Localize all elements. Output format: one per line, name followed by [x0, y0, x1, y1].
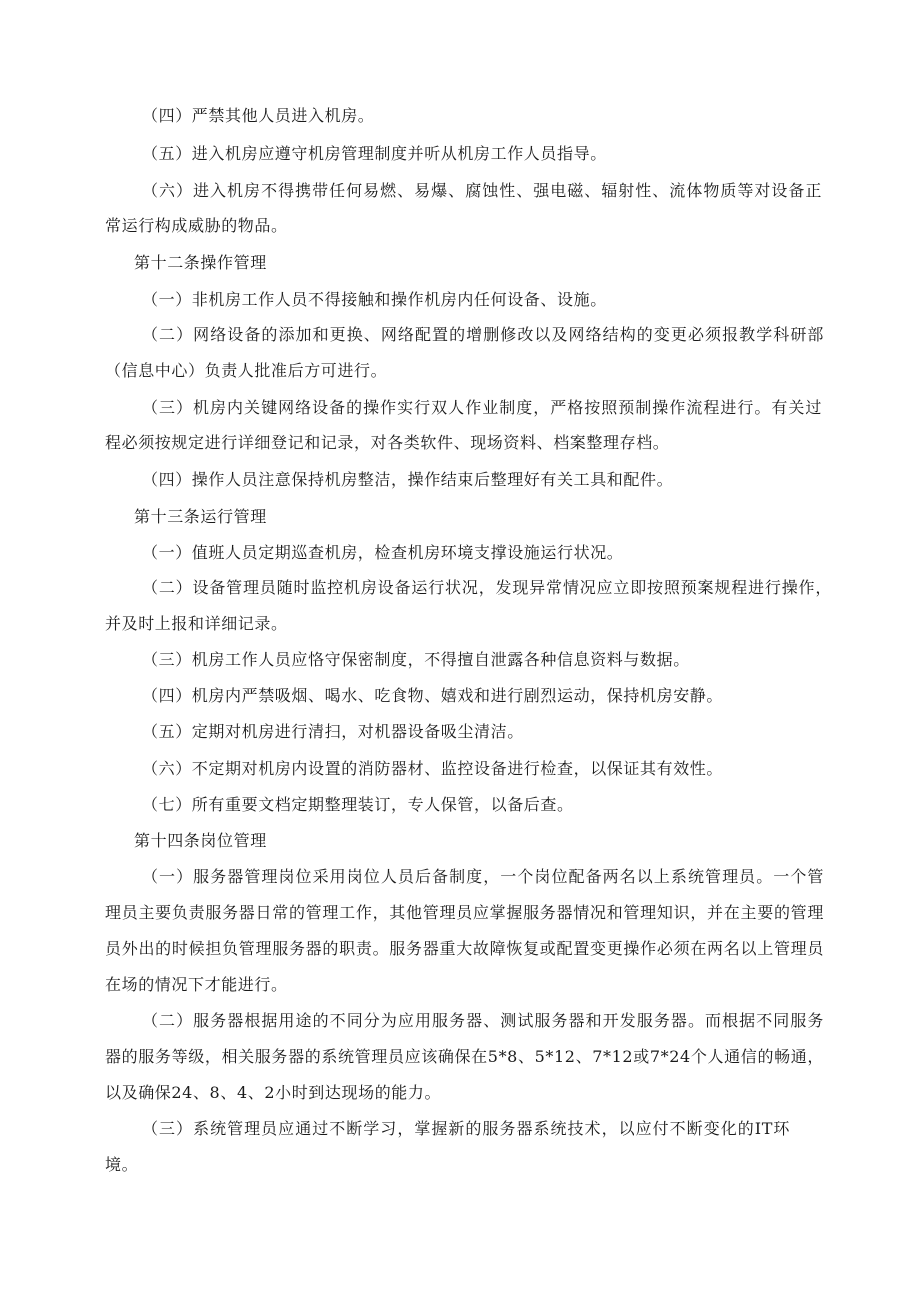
clause-12-item-2-line-1: （二）网络设备的添加和更换、网络配置的增删修改以及网络结构的变更必须报教学科研部	[142, 325, 824, 344]
clause-14-item-1-line-3: 员外出的时候担负管理服务器的职责。服务器重大故障恢复或配置变更操作必须在两名以上管理员	[105, 939, 824, 958]
clause-14-item-2-line-2: 器的服务等级，相关服务器的系统管理员应该确保在5*8、5*12、7*12或7*24个人通信的畅通，	[105, 1047, 824, 1066]
clause-13-item-5: （五）定期对机房进行清扫，对机器设备吸尘清洁。	[142, 722, 524, 741]
clause-13-item-4: （四）机房内严禁吸烟、喝水、吃食物、嬉戏和进行剧烈运动，保持机房安静。	[142, 686, 724, 705]
clause-11-item-6-line-2: 常运行构成威胁的物品。	[105, 216, 288, 235]
clause-13-item-3: （三）机房工作人员应恪守保密制度，不得擅自泄露各种信息资料与数据。	[142, 650, 690, 669]
clause-13-item-2-line-1: （二）设备管理员随时监控机房设备运行状况，发现异常情况应立即按照预案规程进行操作，	[142, 578, 832, 597]
clause-14-item-3-line-1: （三）系统管理员应通过不断学习，掌握新的服务器系统技术，以应付不断变化的IT环	[142, 1119, 790, 1138]
clause-14-item-2-line-1: （二）服务器根据用途的不同分为应用服务器、测试服务器和开发服务器。而根据不同服务	[142, 1011, 824, 1030]
clause-13-item-2-line-2: 并及时上报和详细记录。	[105, 614, 288, 633]
clause-12-item-2-line-2: （信息中心）负责人批准后方可进行。	[105, 361, 388, 380]
clause-11-item-5: （五）进入机房应遵守机房管理制度并听从机房工作人员指导。	[142, 144, 607, 163]
clause-12-item-1: （一）非机房工作人员不得接触和操作机房内任何设备、设施。	[142, 290, 607, 309]
clause-13-item-7: （七）所有重要文档定期整理装订，专人保管，以备后查。	[142, 795, 574, 814]
clause-14-item-1-line-2: 理员主要负责服务器日常的管理工作，其他管理员应掌握服务器情况和管理知识，并在主要的管理	[105, 903, 824, 922]
clause-14-item-1-line-1: （一）服务器管理岗位采用岗位人员后备制度，一个岗位配备两名以上系统管理员。一个管	[142, 867, 824, 886]
clause-13-item-1: （一）值班人员定期巡查机房，检查机房环境支撑设施运行状况。	[142, 543, 624, 562]
clause-14-item-2-line-3: 以及确保24、8、4、2小时到达现场的能力。	[105, 1083, 442, 1102]
clause-11-item-6-line-1: （六）进入机房不得携带任何易燃、易爆、腐蚀性、强电磁、辐射性、流体物质等对设备正	[142, 181, 822, 200]
clause-12-item-3-line-1: （三）机房内关键网络设备的操作实行双人作业制度，严格按照预制操作流程进行。有关过	[142, 398, 822, 417]
clause-12-item-4: （四）操作人员注意保持机房整洁，操作结束后整理好有关工具和配件。	[142, 470, 674, 489]
clause-13-heading: 第十三条运行管理	[134, 507, 267, 526]
clause-13-item-6: （六）不定期对机房内设置的消防器材、监控设备进行检查，以保证其有效性。	[142, 759, 724, 778]
clause-14-heading: 第十四条岗位管理	[134, 831, 267, 850]
clause-14-item-1-line-4: 在场的情况下才能进行。	[105, 975, 288, 994]
clause-14-item-3-line-2: 境。	[105, 1155, 139, 1174]
clause-12-item-3-line-2: 程必须按规定进行详细登记和记录，对各类软件、现场资料、档案整理存档。	[105, 433, 670, 452]
clause-12-heading: 第十二条操作管理	[134, 253, 267, 272]
clause-11-item-4: （四）严禁其他人员进入机房。	[142, 106, 375, 125]
